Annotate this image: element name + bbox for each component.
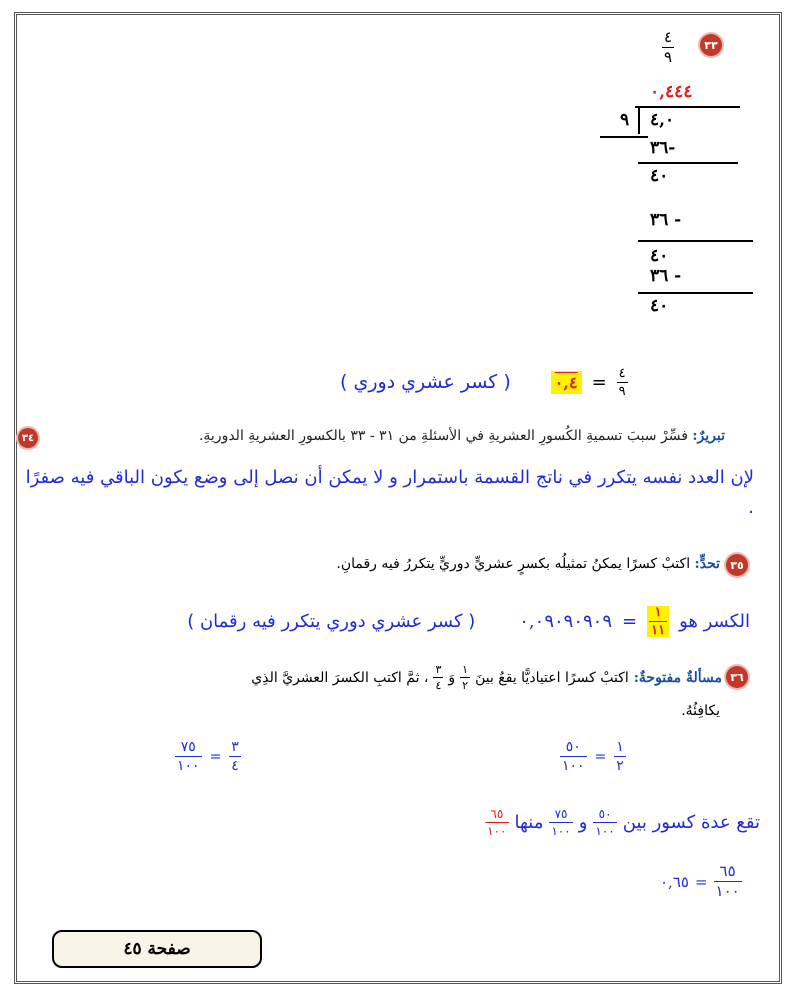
q36-equation-2: $\frac{٧٥}{١٠٠}$ = $\frac{٣}{٤}$ xyxy=(177,739,239,774)
division-step: ٤٠ xyxy=(650,246,669,266)
q34-text: فسِّرْ سببَ تسميةِ الكُسورِ العشريةِ في الأسئلةِ من ٣١ - ٣٣ بالكسورِ العشريةِ الدوريةِ. xyxy=(198,428,688,444)
q33-fraction: $\frac{٤}{٩}$ xyxy=(664,28,673,66)
division-step: ٤٠ xyxy=(650,296,669,316)
q35-decimal: ٠,٠٩٠٩٠٩٠٩ xyxy=(519,611,612,632)
q35-answer-note: ( كسر عشري دوري يتكرر فيه رقمان ) xyxy=(187,611,476,632)
question-33-badge: ٣٣ xyxy=(700,34,722,56)
q33-result: ( كسر عشري دوري ) ٠,٤ = $\frac{٤}{٩}$ xyxy=(340,365,626,399)
division-step: ٣٦ - xyxy=(650,210,682,230)
question-34-badge: ٣٤ xyxy=(18,428,38,448)
question-35-badge: ٣٥ xyxy=(726,554,748,576)
q35-question xyxy=(150,556,720,572)
q36-final: ٠,٦٥ = $\frac{٦٥}{١٠٠}$ xyxy=(660,862,740,900)
q36-equation-1: $\frac{٥٠}{١٠٠}$ = $\frac{١}{٢}$ xyxy=(562,739,624,774)
division-step: ٣٦- xyxy=(650,138,676,158)
q35-answer-prefix: الكسر هو xyxy=(679,611,750,632)
q36-label: مسألةٌ مفتوحةٌ: xyxy=(633,669,722,686)
q33-repeating-decimal: ٠,٤ xyxy=(551,371,582,394)
division-divisor: ٩ xyxy=(620,110,630,130)
division-quotient: ٠,٤٤٤ xyxy=(650,82,693,102)
q33-result-note: ( كسر عشري دوري ) xyxy=(340,371,511,393)
q36-text-end: يكافِئُهُ. xyxy=(681,703,720,719)
q34-question xyxy=(60,428,725,444)
page-number-label: صفحة ٤٥ xyxy=(52,930,262,968)
q34-label: تبريرٌ: xyxy=(692,428,725,444)
q36-question: مسألةٌ مفتوحةٌ: اكتبْ كسرًا اعتياديًّا يقعُ بينَ $\frac{١}{٢}$ وَ $\frac{٣}{٤}$ ، ثمَّ اكتبِ الكسرَ العشريَّ الذِي xyxy=(251,663,722,692)
q36-final-decimal: ٠,٦٥ xyxy=(660,872,689,891)
q34-answer: لإن العدد نفسه يتكرر في ناتج القسمة باستمرار و لا يمكن أن نصل إلى وضع يكون الباقي فيه صفرًا . xyxy=(25,467,754,518)
question-36-badge: ٣٦ xyxy=(726,666,748,688)
q35-label: تحدٍّ: xyxy=(694,556,720,572)
long-division xyxy=(620,80,790,360)
q36-answer: تقع عدة كسور بين $\frac{٥٠}{١٠٠}$ و $\frac{٧٥}{١٠٠}$ منها $\frac{٦٥}{١٠٠}$ xyxy=(487,807,760,838)
division-dividend: ٤,٠ xyxy=(650,110,675,130)
division-step: ٣٦ - xyxy=(650,266,682,286)
division-step: ٤٠ xyxy=(650,166,669,186)
q35-answer: الكسر هو $\frac{١}{١١}$ = ٠,٠٩٠٩٠٩٠٩ ( كسر عشري دوري يتكرر فيه رقمان ) xyxy=(187,605,750,638)
q35-text: اكتبْ كسرًا يمكنُ تمثيلُه بكسرٍ عشريٍّ دوريٍّ يتكررُ فيه رقمانِ. xyxy=(336,556,691,572)
